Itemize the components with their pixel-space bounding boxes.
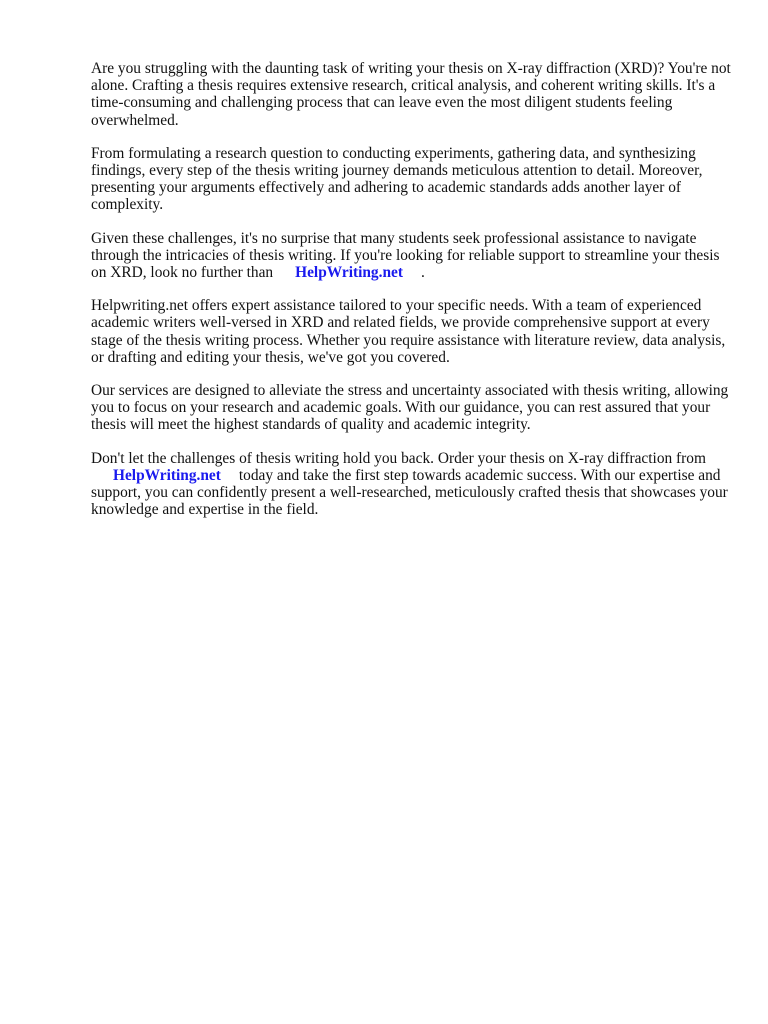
- paragraph-cta: [91, 450, 731, 519]
- paragraph-assistance: [91, 230, 731, 282]
- paragraph-assistance-end: .: [421, 264, 425, 282]
- document-body: [91, 60, 731, 534]
- paragraph-assistance-text: Given these challenges, it's no surprise that many students seek professional assistance to navigate through the intricacies of thesis writing. If you're looking for reliable support to streamline your thesis on XRD, look no further than: [91, 229, 720, 282]
- helpwriting-link-cta[interactable]: HelpWriting.net: [113, 466, 221, 484]
- paragraph-intro: Are you struggling with the daunting task of writing your thesis on X-ray diffraction (XRD)? You're not alone. Crafting a thesis requires extensive research, critical analysis, and coherent writing skills. It's a time-consuming and challenging process that can leave even the most diligent students feeling overwhelmed.: [91, 60, 731, 129]
- paragraph-process: From formulating a research question to conducting experiments, gathering data, and synthesizing findings, every step of the thesis writing journey demands meticulous attention to detail. Moreover, presenting your arguments effectively and adhering to academic standards adds another layer of complexity.: [91, 144, 703, 214]
- paragraph-guidance: Our services are designed to alleviate the stress and uncertainty associated with thesis writing, allowing you to focus on your research and academic goals. With our guidance, you can rest assured that your thesis will meet the highest standards of quality and academic integrity.: [91, 382, 729, 434]
- helpwriting-link[interactable]: HelpWriting.net: [295, 264, 403, 282]
- paragraph-services: Helpwriting.net offers expert assistance tailored to your specific needs. With a team of experienced academic writers well-versed in XRD and related fields, we provide comprehensive support at every stage of the thesis writing process. Whether you require assistance with literature review, data analysis, or drafting and editing your thesis, we've got you covered.: [91, 297, 726, 366]
- paragraph-cta-text: Don't let the challenges of thesis writing hold you back. Order your thesis on X-ray diffraction from: [91, 449, 706, 467]
- paragraph-cta-rest: today and take the first step towards academic success. With our expertise and support, you can confidently present a well-researched, meticulously crafted thesis that showcases your knowledge and expertise in the field.: [91, 466, 728, 519]
